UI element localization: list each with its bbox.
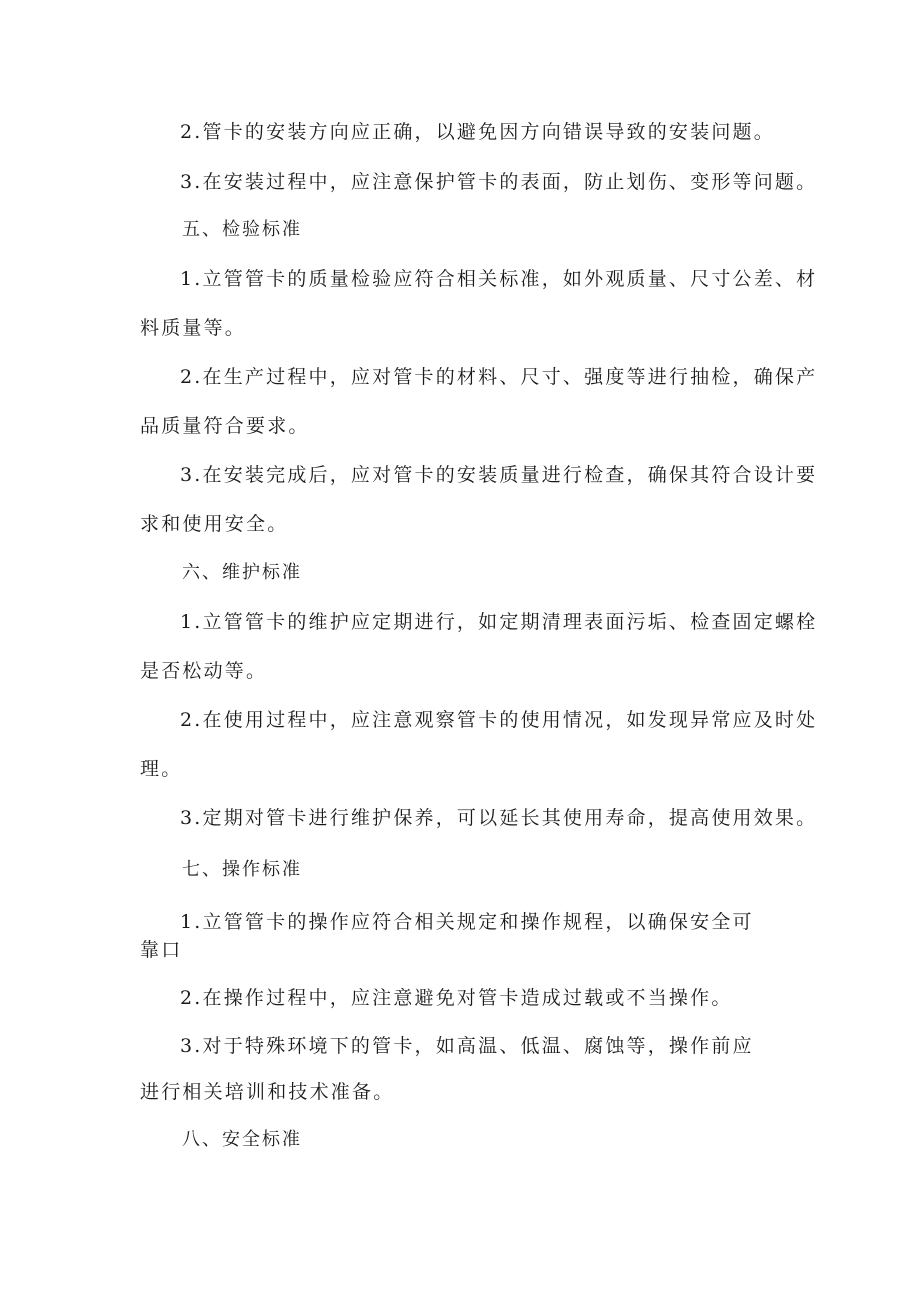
text-line-maintenance-2a: 2.在使用过程中，应注意观察管卡的使用情况，如发现异常应及时处 (180, 709, 818, 731)
section-heading-inspection: 五、检验标准 (182, 219, 302, 240)
text-line-inspection-2a: 2.在生产过程中，应对管卡的材料、尺寸、强度等进行抽检，确保产 (180, 366, 818, 388)
text-line-inspection-3b: 求和使用安全。 (140, 513, 289, 535)
text-line-inspection-1b: 料质量等。 (140, 317, 247, 339)
text-line-operation-3a: 3.对于特殊环境下的管卡，如高温、低温、腐蚀等，操作前应 (180, 1035, 754, 1057)
text-line-operation-3b: 进行相关培训和技术准备。 (140, 1081, 395, 1103)
text-line-inspection-1a: 1.立管管卡的质量检验应符合相关标准，如外观质量、尺寸公差、材 (180, 268, 818, 290)
text-line-operation-1b: 靠口 (140, 939, 183, 961)
text-line-inspection-3a: 3.在安装完成后，应对管卡的安装质量进行检查，确保其符合设计要 (180, 464, 818, 486)
text-line-maintenance-2b: 理。 (140, 758, 183, 780)
text-line-operation-1a: 1.立管管卡的操作应符合相关规定和操作规程，以确保安全可 (180, 911, 754, 933)
text-line-maintenance-3: 3.定期对管卡进行维护保养，可以延长其使用寿命，提高使用效果。 (180, 807, 818, 829)
text-line-maintenance-1b: 是否松动等。 (140, 660, 268, 682)
text-line-inspection-2b: 品质量符合要求。 (140, 415, 310, 437)
section-heading-maintenance: 六、维护标准 (182, 562, 302, 583)
text-line-protect-surface: 3.在安装过程中，应注意保护管卡的表面，防止划伤、变形等问题。 (180, 171, 818, 193)
text-line-install-direction: 2.管卡的安装方向应正确，以避免因方向错误导致的安装问题。 (180, 121, 775, 143)
section-heading-safety: 八、安全标准 (182, 1129, 302, 1150)
text-line-operation-2: 2.在操作过程中，应注意避免对管卡造成过载或不当操作。 (180, 987, 733, 1009)
section-heading-operation: 七、操作标准 (182, 859, 302, 880)
text-line-maintenance-1a: 1.立管管卡的维护应定期进行，如定期清理表面污垢、检查固定螺栓 (180, 611, 818, 633)
